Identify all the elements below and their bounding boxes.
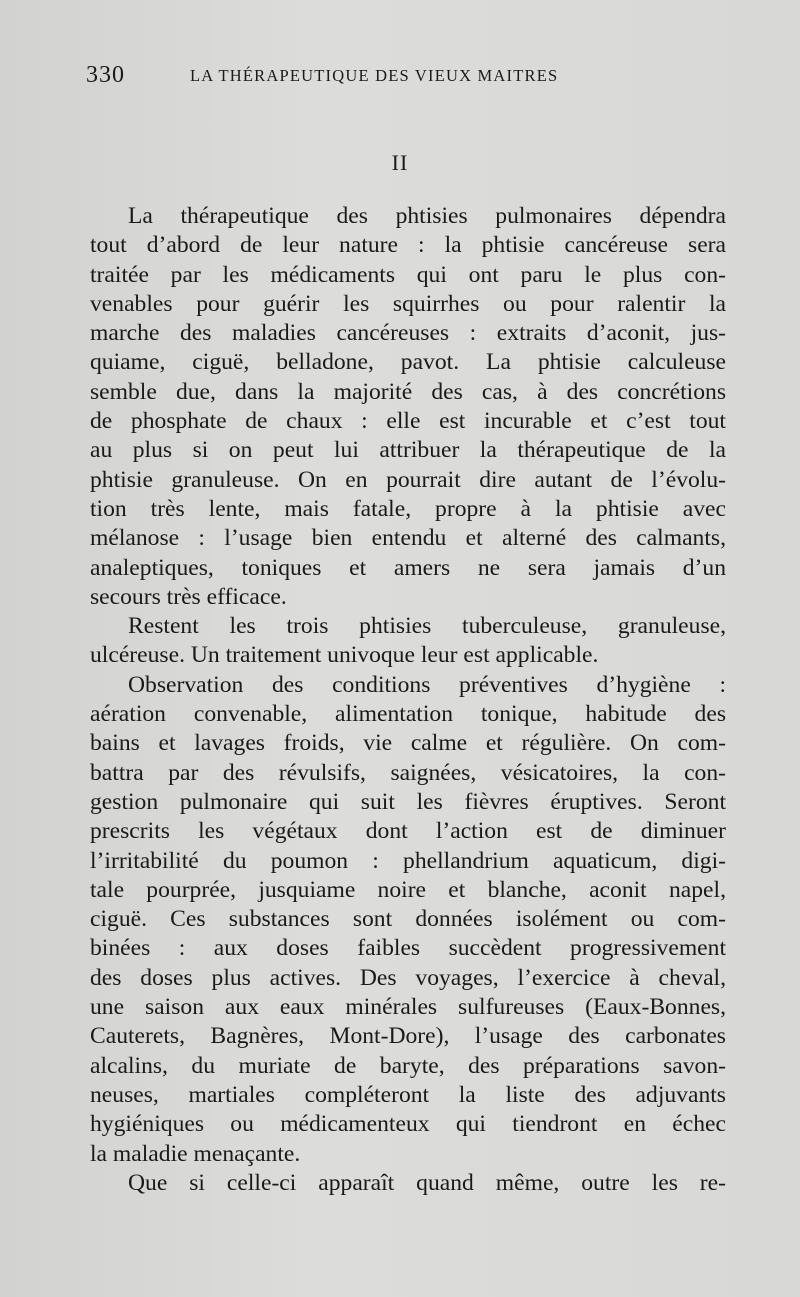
- text-line: semble due, dans la majorité des cas, à des concrétions: [90, 378, 726, 405]
- text-line: Cauterets, Bagnères, Mont-Dore), l’usage des carbonates: [90, 1023, 726, 1050]
- text-line: de phosphate de chaux : elle est incurable et c’est tout: [90, 408, 726, 435]
- text-line: marche des maladies cancéreuses : extraits d’aconit, jus-: [90, 320, 726, 347]
- text-line: mélanose : l’usage bien entendu et alterné des calmants,: [90, 525, 726, 552]
- text-line: traitée par les médicaments qui ont paru le plus con-: [90, 261, 726, 288]
- text-line: alcalins, du muriate de baryte, des préparations savon-: [90, 1052, 726, 1079]
- text-line: ulcéreuse. Un traitement univoque leur est applicable.: [90, 642, 599, 669]
- text-line: des doses plus actives. Des voyages, l’exercice à cheval,: [90, 964, 726, 991]
- text-line: ciguë. Ces substances sont données isolément ou com-: [90, 906, 726, 933]
- text-line: bains et lavages froids, vie calme et régulière. On com-: [90, 730, 726, 757]
- text-line: aération convenable, alimentation tonique, habitude des: [90, 701, 726, 728]
- text-line: tout d’abord de leur nature : la phtisie cancéreuse sera: [90, 232, 726, 259]
- text-line: battra par des révulsifs, saignées, vésicatoires, la con-: [90, 759, 726, 786]
- page-header: [86, 62, 726, 92]
- text-line: venables pour guérir les squirrhes ou pour ralentir la: [90, 290, 726, 317]
- text-line: Restent les trois phtisies tuberculeuse, granuleuse,: [128, 613, 726, 640]
- text-line: la maladie menaçante.: [90, 1140, 301, 1167]
- body-text: [90, 202, 726, 1198]
- text-line: hygiéniques ou médicamenteux qui tiendront en échec: [90, 1111, 726, 1138]
- text-line: binées : aux doses faibles succèdent progressivement: [90, 935, 726, 962]
- text-line: neuses, martiales compléteront la liste des adjuvants: [90, 1081, 726, 1108]
- text-line: phtisie granuleuse. On en pourrait dire autant de l’évolu-: [90, 466, 726, 493]
- text-line: une saison aux eaux minérales sulfureuses (Eaux-Bonnes,: [90, 994, 726, 1021]
- section-number: II: [391, 150, 409, 175]
- text-line: analeptiques, toniques et amers ne sera jamais d’un: [90, 554, 726, 581]
- running-title: LA THÉRAPEUTIQUE DES VIEUX MAITRES: [190, 66, 559, 85]
- text-line: tale pourprée, jusquiame noire et blanche, aconit napel,: [90, 876, 726, 903]
- text-line: l’irritabilité du poumon : phellandrium aquaticum, digi-: [90, 847, 726, 874]
- text-line: quiame, ciguë, belladone, pavot. La phtisie calculeuse: [90, 349, 726, 376]
- text-line: Observation des conditions préventives d’hygiène :: [128, 671, 726, 698]
- text-line: prescrits les végétaux dont l’action est de diminuer: [90, 818, 726, 845]
- text-line: secours très efficace.: [90, 583, 287, 610]
- text-line: tion très lente, mais fatale, propre à la phtisie avec: [90, 495, 726, 522]
- text-line: gestion pulmonaire qui suit les fièvres éruptives. Seront: [90, 788, 726, 815]
- text-line: La thérapeutique des phtisies pulmonaires dépendra: [128, 203, 726, 229]
- page-number: 330: [86, 62, 125, 88]
- text-line: au plus si on peut lui attribuer la thérapeutique de la: [90, 437, 726, 464]
- text-line: Que si celle-ci apparaît quand même, outre les re-: [128, 1169, 726, 1196]
